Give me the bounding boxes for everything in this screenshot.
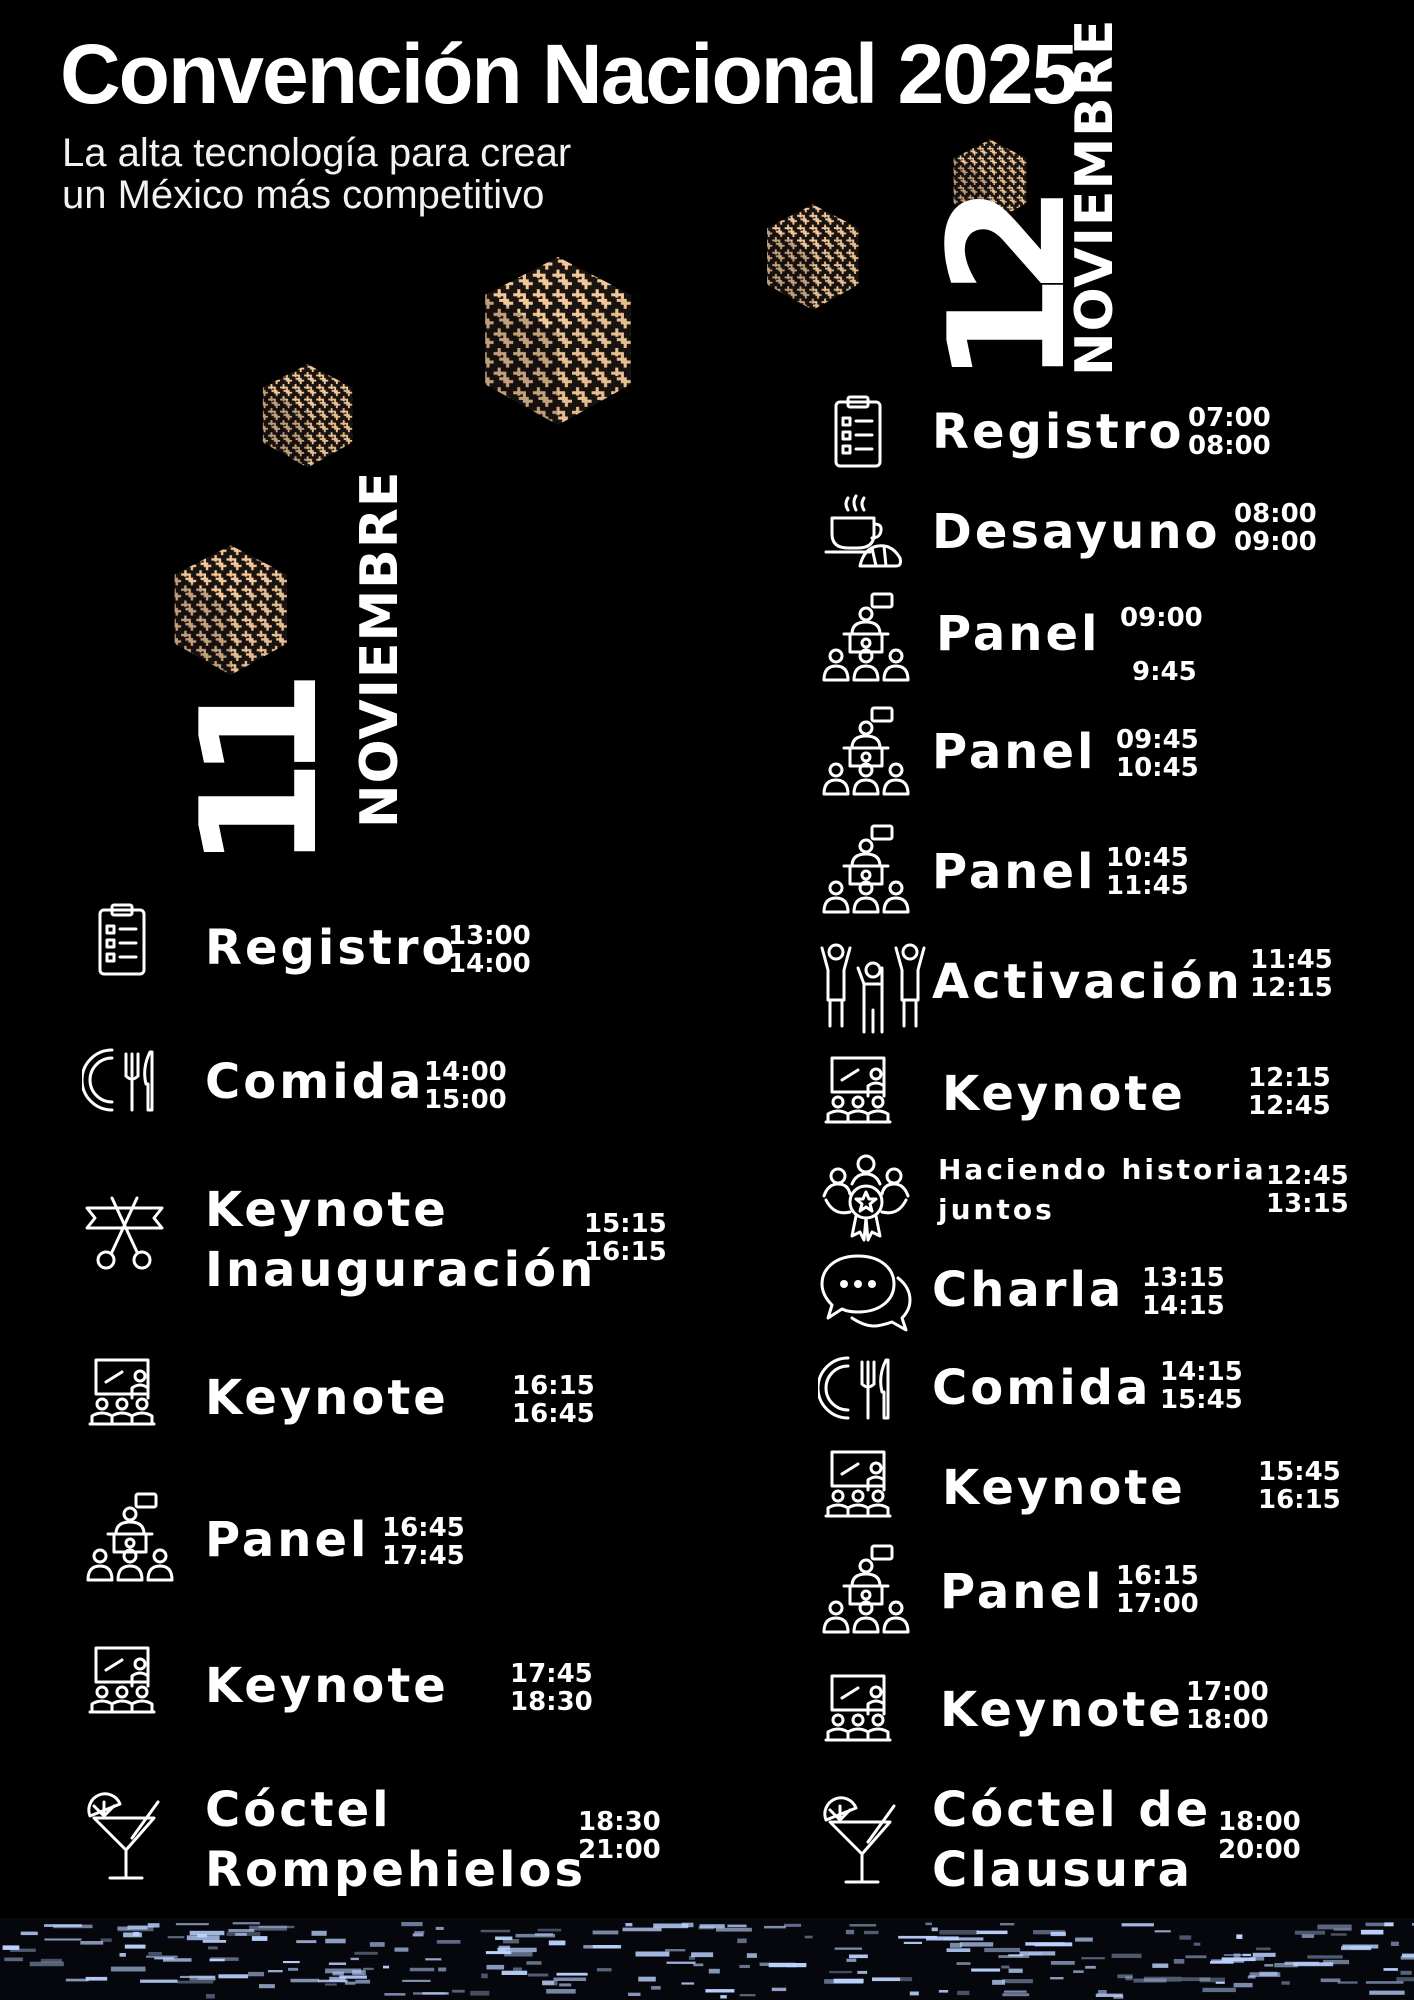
- event-label-line-1: Cóctel de: [932, 1782, 1212, 1838]
- subtitle-line-1: La alta tecnología para crear: [62, 131, 572, 175]
- event-label: [938, 1150, 1267, 1230]
- cube-decoration: [760, 200, 866, 314]
- chat-bubbles-icon: [818, 1250, 914, 1340]
- event-label: [205, 1656, 449, 1716]
- event-time: [1188, 404, 1271, 460]
- event-time: [1234, 500, 1317, 556]
- people-cheering-icon: [818, 940, 928, 1040]
- event-end-time: 20:00: [1218, 1835, 1301, 1865]
- event-label: [942, 1064, 1186, 1124]
- event-time: [512, 1372, 595, 1428]
- event-label-line-1: Panel: [940, 1564, 1105, 1620]
- event-start-time: 16:45: [382, 1513, 465, 1543]
- event-label: [205, 1780, 586, 1900]
- event-time: [1218, 1808, 1301, 1864]
- event-end-time: 09:00: [1234, 527, 1317, 557]
- event-label: [932, 402, 1185, 462]
- event-time: [1142, 1264, 1225, 1320]
- plate-cutlery-icon: [82, 1040, 162, 1124]
- cube-decoration: [166, 540, 296, 680]
- event-start-time: 08:00: [1234, 499, 1317, 529]
- event-label: [932, 502, 1221, 562]
- event-time: [1266, 1162, 1349, 1218]
- clipboard-icon: [818, 392, 898, 476]
- event-time: [1106, 844, 1189, 900]
- event-label-line-1: Cóctel: [205, 1782, 392, 1838]
- bottom-light-strip: [0, 1918, 1414, 2000]
- cocktail-icon: [82, 1790, 168, 1890]
- clipboard-icon: [82, 900, 162, 984]
- event-label-line-1: Panel: [932, 844, 1097, 900]
- day1-month: NOVIEMBRE: [350, 470, 410, 828]
- event-start-time: 13:15: [1142, 1263, 1225, 1293]
- cube-decoration: [256, 360, 359, 472]
- event-start-time: 14:15: [1160, 1357, 1243, 1387]
- event-label: [942, 1458, 1186, 1518]
- event-start-time: 17:45: [510, 1659, 593, 1689]
- event-time: [382, 1514, 465, 1570]
- event-end-time: 13:15: [1266, 1189, 1349, 1219]
- panel-icon: [818, 822, 914, 922]
- panel-icon: [818, 590, 914, 690]
- event-start-time: 07:00: [1188, 403, 1271, 433]
- event-end-time: 18:00: [1186, 1705, 1269, 1735]
- event-time: [1250, 946, 1333, 1002]
- cube-decoration: [474, 250, 642, 432]
- event-end-time: 12:15: [1250, 973, 1333, 1003]
- event-end-time: 08:00: [1188, 431, 1271, 461]
- event-start-time: 12:15: [1248, 1063, 1331, 1093]
- event-end-time: 16:15: [584, 1237, 667, 1267]
- event-time: [1160, 1358, 1243, 1414]
- event-time: [448, 922, 531, 978]
- event-end-time: 18:30: [510, 1687, 593, 1717]
- event-label-line-2: Rompehielos: [205, 1842, 587, 1898]
- event-label-line-1: Comida: [932, 1360, 1152, 1416]
- event-label-line-2: Clausura: [932, 1842, 1194, 1898]
- event-start-time: 16:15: [1116, 1561, 1199, 1591]
- event-start-time: 09:00: [1120, 603, 1203, 633]
- panel-icon: [818, 1542, 914, 1642]
- event-end-time: 17:45: [382, 1541, 465, 1571]
- panel-icon: [82, 1490, 178, 1590]
- event-time: [1248, 1064, 1331, 1120]
- event-label: [932, 1358, 1151, 1418]
- presenter-icon: [818, 1050, 898, 1134]
- event-time: [584, 1210, 667, 1266]
- presenter-icon: [82, 1640, 162, 1724]
- event-start-time: 16:15: [512, 1371, 595, 1401]
- event-label-line-1: Keynote: [940, 1682, 1184, 1738]
- event-label: [932, 842, 1096, 902]
- event-end-time: 10:45: [1116, 753, 1199, 783]
- ribbon-cutting-icon: [82, 1190, 172, 1284]
- event-label-line-1: Keynote: [942, 1460, 1186, 1516]
- event-time: [578, 1808, 661, 1864]
- event-label-line-1: Registro: [205, 920, 458, 976]
- event-start-time: 10:45: [1106, 843, 1189, 873]
- event-end-time: 16:15: [1258, 1485, 1341, 1515]
- event-time: [1116, 1562, 1199, 1618]
- event-start-time: 14:00: [424, 1057, 507, 1087]
- event-label: [205, 1052, 424, 1112]
- event-time: [1116, 726, 1199, 782]
- cocktail-icon: [818, 1794, 904, 1894]
- event-label-line-1: Panel: [936, 606, 1101, 662]
- event-end-time: 15:45: [1160, 1385, 1243, 1415]
- event-label-line-1: Registro: [932, 404, 1185, 460]
- event-label: [936, 604, 1100, 664]
- event-end-time: 12:45: [1248, 1091, 1331, 1121]
- event-time: [1186, 1678, 1269, 1734]
- event-end-time: 16:45: [512, 1399, 595, 1429]
- page-title: Convención Nacional 2025: [60, 27, 1077, 121]
- day1-number: 11: [166, 691, 353, 870]
- event-time: [424, 1058, 507, 1114]
- event-end-time: 17:00: [1116, 1589, 1199, 1619]
- event-label: [205, 1368, 449, 1428]
- event-label: [932, 722, 1096, 782]
- event-end-time: 15:00: [424, 1085, 507, 1115]
- presenter-icon: [82, 1352, 162, 1436]
- day2-number: 12: [914, 206, 1101, 385]
- event-start-time: 15:15: [584, 1209, 667, 1239]
- event-label-line-1: Desayuno: [932, 504, 1221, 560]
- event-label-line-1: Keynote: [205, 1658, 449, 1714]
- event-label-line-1: Panel: [205, 1512, 370, 1568]
- event-label-line-1: Activación: [932, 954, 1243, 1010]
- coffee-croissant-icon: [818, 492, 908, 576]
- event-label-line-1: Comida: [205, 1054, 425, 1110]
- event-label: [932, 952, 1243, 1012]
- subtitle-line-2: un México más competitivo: [62, 173, 545, 217]
- event-start-time: 17:00: [1186, 1677, 1269, 1707]
- event-label: [932, 1780, 1211, 1900]
- event-start-time: 18:30: [578, 1807, 661, 1837]
- event-label: [205, 1510, 369, 1570]
- event-start-time: 12:45: [1266, 1161, 1349, 1191]
- event-label: [205, 918, 458, 978]
- event-end-time: 11:45: [1106, 871, 1189, 901]
- event-start-time: 09:45: [1116, 725, 1199, 755]
- award-team-icon: [818, 1150, 914, 1250]
- event-start-time: 18:00: [1218, 1807, 1301, 1837]
- page-subtitle: [62, 132, 571, 216]
- event-end-time: 14:15: [1142, 1291, 1225, 1321]
- plate-cutlery-icon: [818, 1348, 898, 1432]
- event-start-time: 13:00: [448, 921, 531, 951]
- event-label-line-1: Keynote: [205, 1370, 449, 1426]
- presenter-icon: [818, 1668, 898, 1752]
- event-label-line-1: Keynote: [205, 1182, 449, 1238]
- presenter-icon: [818, 1444, 898, 1528]
- event-label-line-2: Inauguración: [205, 1242, 597, 1298]
- event-time: [510, 1660, 593, 1716]
- day2-month: NOVIEMBRE: [1065, 18, 1125, 376]
- event-end-time: 21:00: [578, 1835, 661, 1865]
- panel-icon: [818, 704, 914, 804]
- event-label-line-1: Keynote: [942, 1066, 1186, 1122]
- event-start-time: 15:45: [1258, 1457, 1341, 1487]
- event-label-line-1: Haciendo historia: [938, 1153, 1267, 1186]
- event-time: [1258, 1458, 1341, 1514]
- event-time: [1120, 604, 1203, 686]
- event-label: [932, 1260, 1124, 1320]
- event-end-time: 9:45: [1132, 657, 1197, 687]
- event-end-time: 14:00: [448, 949, 531, 979]
- event-label-line-2: juntos: [938, 1193, 1055, 1226]
- event-label: [940, 1562, 1104, 1622]
- event-start-time: 11:45: [1250, 945, 1333, 975]
- event-label: [940, 1680, 1184, 1740]
- event-label-line-1: Panel: [932, 724, 1097, 780]
- event-label: [205, 1180, 596, 1300]
- event-label-line-1: Charla: [932, 1262, 1125, 1318]
